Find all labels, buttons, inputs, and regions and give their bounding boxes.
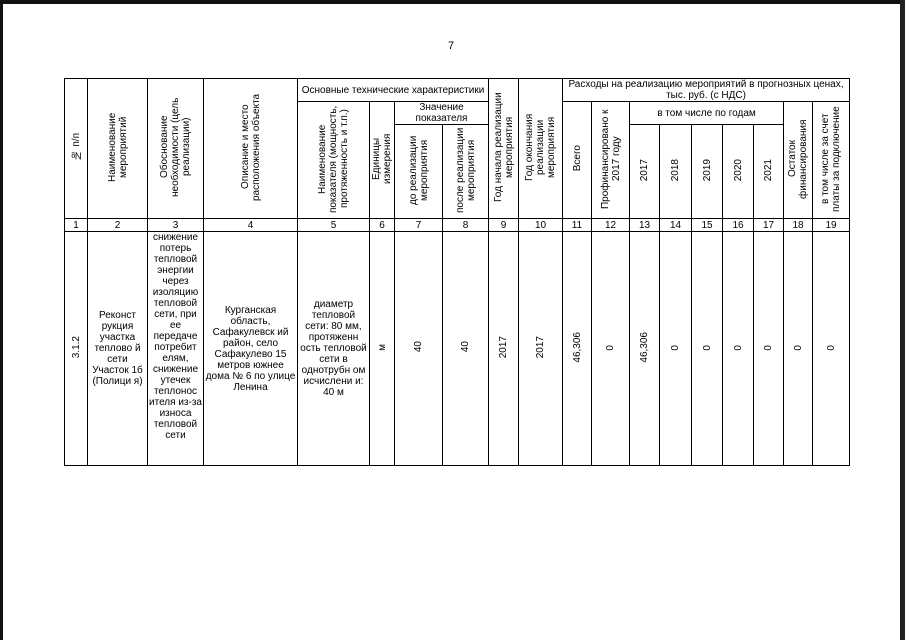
- header-name: Наименование мероприятий: [88, 79, 148, 219]
- column-number: 6: [370, 219, 395, 232]
- header-year-2017: 2017: [630, 125, 660, 219]
- investment-table: [64, 78, 850, 466]
- header-total: Всего: [563, 102, 592, 219]
- header-year-2019: 2019: [692, 125, 723, 219]
- column-number-row: [65, 219, 850, 232]
- row-2017: 46,306: [630, 232, 660, 466]
- row-unit: м: [370, 232, 395, 466]
- column-number: 4: [204, 219, 298, 232]
- row-financed: 0: [592, 232, 630, 466]
- header-num: № п/п: [65, 79, 88, 219]
- column-number: 12: [592, 219, 630, 232]
- header-expense-group: Расходы на реализацию мероприятий в прогнозных ценах, тыс. руб. (с НДС): [563, 79, 850, 102]
- row-2021: 0: [754, 232, 784, 466]
- page-left-border: [0, 0, 3, 640]
- page-number: 7: [448, 40, 455, 52]
- row-connection-fee: 0: [813, 232, 850, 466]
- column-number: 1: [65, 219, 88, 232]
- row-remaining: 0: [784, 232, 813, 466]
- column-number: 8: [443, 219, 489, 232]
- row-end-year: 2017: [519, 232, 563, 466]
- row-before: 40: [395, 232, 443, 466]
- row-after: 40: [443, 232, 489, 466]
- row-indicator: диаметр тепловой сети: 80 мм, протяженн ость тепловой сети в однотрубн ом исчислени и: 40 м: [298, 232, 370, 466]
- row-name: Реконст рукция участка теплово й сети Участок 1б (Полици я): [88, 232, 148, 466]
- row-start-year: 2017: [489, 232, 519, 466]
- column-number: 11: [563, 219, 592, 232]
- row-2018: 0: [660, 232, 692, 466]
- page-right-border: [900, 0, 905, 640]
- header-before: до реализации мероприятия: [395, 125, 443, 219]
- header-justification: Обоснование необходимости (цель реализации): [148, 79, 204, 219]
- row-2019: 0: [692, 232, 723, 466]
- header-unit: Единицы измерения: [370, 102, 395, 219]
- header-value-group: Значение показателя: [395, 102, 489, 125]
- header-end-year: Год окончания реализации мероприятия: [519, 79, 563, 219]
- column-number: 15: [692, 219, 723, 232]
- header-indicator: Наименование показателя (мощность, протяженность и т.п.): [298, 102, 370, 219]
- column-number: 16: [723, 219, 754, 232]
- row-2020: 0: [723, 232, 754, 466]
- column-number: 7: [395, 219, 443, 232]
- row-location: Курганская область, Сафакулевск ий район, село Сафакулево 15 метров южнее дома № 6 по улице Ленина: [204, 232, 298, 466]
- table-row: [65, 232, 850, 466]
- row-number: 3.1.2: [65, 232, 88, 466]
- column-number: 14: [660, 219, 692, 232]
- header-location: Описание и место расположения объекта: [204, 79, 298, 219]
- page-top-border: [0, 0, 905, 4]
- row-justification: снижение потерь тепловой энергии через изоляцию тепловой сети, при ее передаче потребит елям, снижение утечек теплонос ителя из-за износа тепловой сети: [148, 232, 204, 466]
- column-number: 10: [519, 219, 563, 232]
- header-after: после реализации мероприятия: [443, 125, 489, 219]
- header-years-group: в том числе по годам: [630, 102, 784, 125]
- header-year-2021: 2021: [754, 125, 784, 219]
- column-number: 9: [489, 219, 519, 232]
- column-number: 18: [784, 219, 813, 232]
- column-number: 17: [754, 219, 784, 232]
- row-total: 46,306: [563, 232, 592, 466]
- header-financed: Профинансировано к 2017 году: [592, 102, 630, 219]
- column-number: 5: [298, 219, 370, 232]
- column-number: 13: [630, 219, 660, 232]
- column-number: 2: [88, 219, 148, 232]
- header-tech-group: Основные технические характеристики: [298, 79, 489, 102]
- header-start-year: Год начала реализации мероприятия: [489, 79, 519, 219]
- header-remaining: Остаток финансирования: [784, 102, 813, 219]
- column-number: 19: [813, 219, 850, 232]
- header-year-2018: 2018: [660, 125, 692, 219]
- header-year-2020: 2020: [723, 125, 754, 219]
- header-connection-fee: в том числе за счет платы за подключение: [813, 102, 850, 219]
- header-row-1: [65, 79, 850, 102]
- column-number: 3: [148, 219, 204, 232]
